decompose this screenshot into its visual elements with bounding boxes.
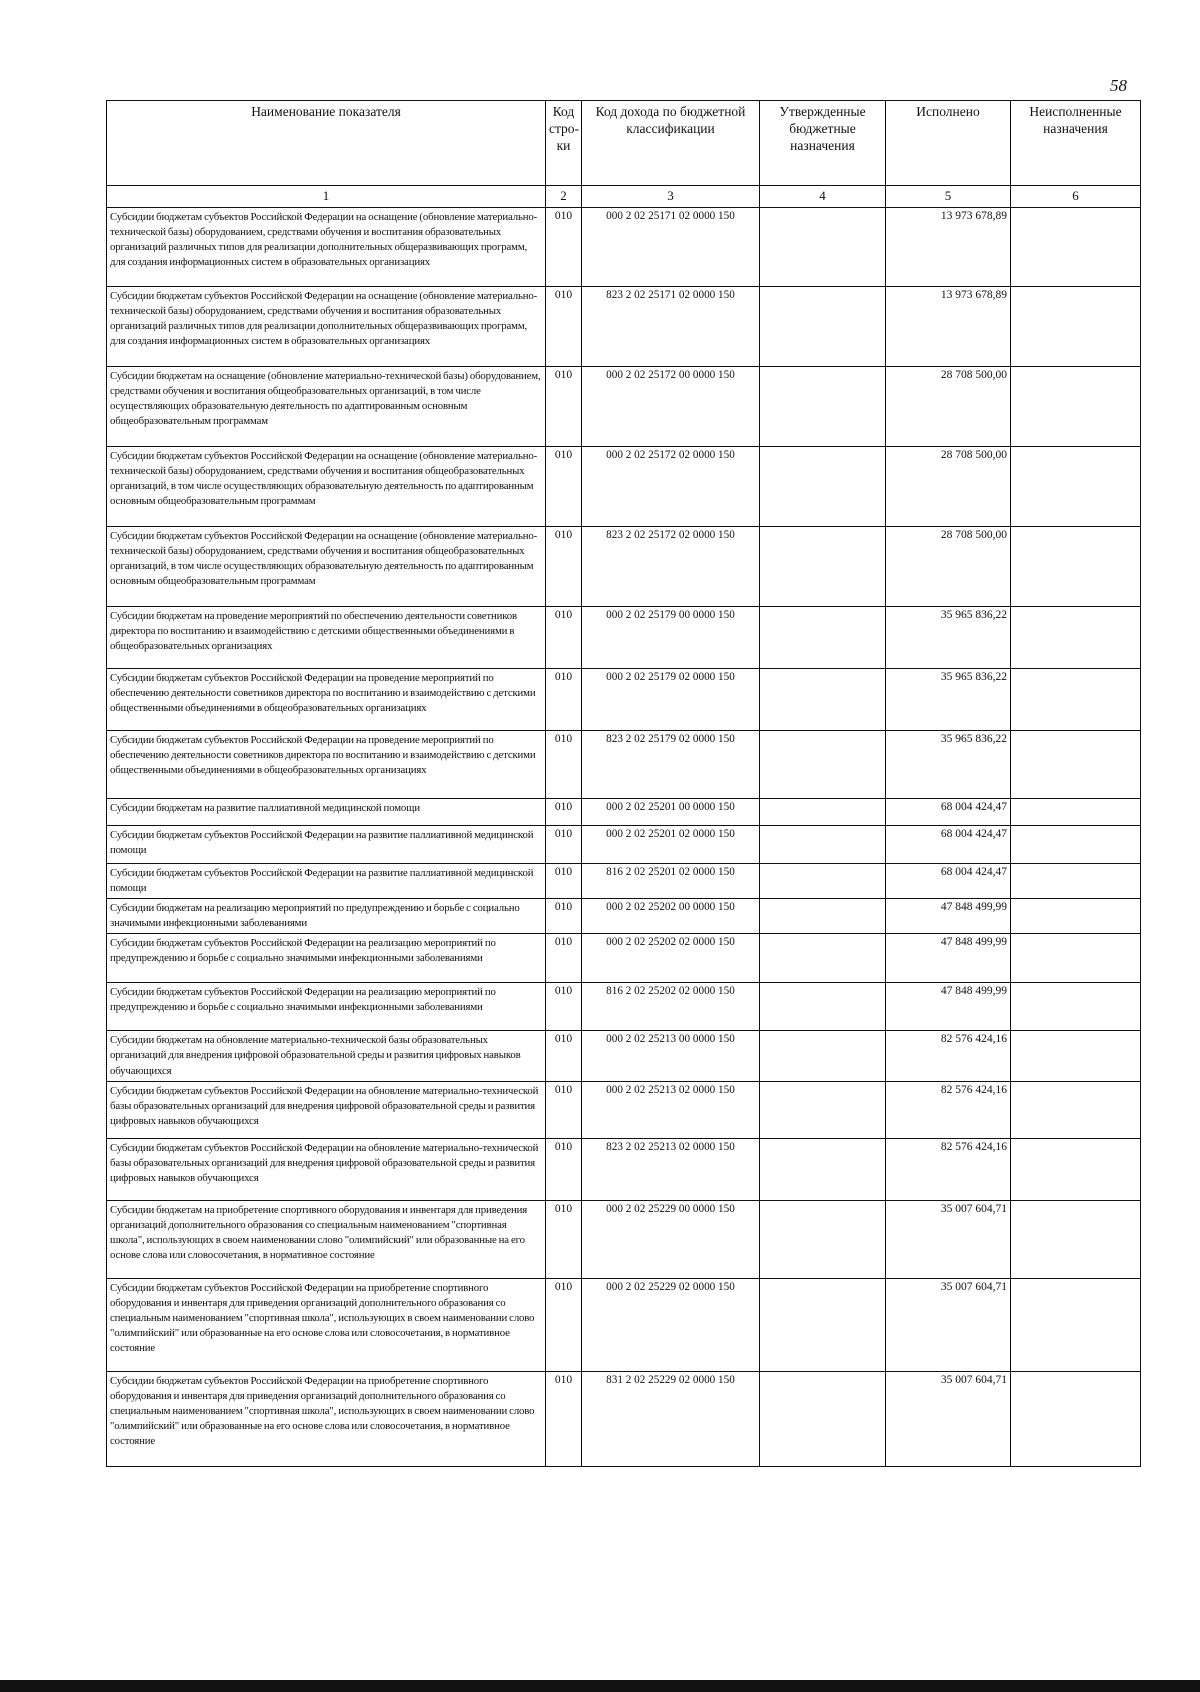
row-approved bbox=[760, 983, 886, 1031]
row-name: Субсидии бюджетам субъектов Российской Федерации на проведение мероприятий по обеспечению деятельности советников директора по воспитанию и взаимодействию с детскими общественными объединениями в общеобразовательных организациях bbox=[107, 731, 546, 799]
row-name: Субсидии бюджетам субъектов Российской Федерации на оснащение (обновление материально-технической базы) оборудованием, средствами обучения и воспитания общеобразовательных организаций, в том числе осуществляющих образовательную деятельность по адаптированным основным общеобразовательным программам bbox=[107, 527, 546, 607]
row-executed: 35 007 604,71 bbox=[886, 1278, 1011, 1371]
row-approved bbox=[760, 669, 886, 731]
row-income-code: 000 2 02 25172 02 0000 150 bbox=[582, 447, 760, 527]
row-approved bbox=[760, 1081, 886, 1138]
row-unexecuted bbox=[1011, 1371, 1141, 1466]
row-executed: 35 007 604,71 bbox=[886, 1371, 1011, 1466]
row-unexecuted bbox=[1011, 799, 1141, 826]
row-executed: 28 708 500,00 bbox=[886, 447, 1011, 527]
table-row bbox=[107, 1138, 1141, 1200]
scan-edge bbox=[0, 1680, 1200, 1692]
table-row bbox=[107, 799, 1141, 826]
page-number: 58 bbox=[1110, 76, 1127, 95]
row-income-code: 000 2 02 25172 00 0000 150 bbox=[582, 367, 760, 447]
row-name: Субсидии бюджетам субъектов Российской Федерации на реализацию мероприятий по предупреждению и борьбе с социально значимыми инфекционными заболеваниями bbox=[107, 983, 546, 1031]
table-row bbox=[107, 287, 1141, 367]
row-executed: 35 965 836,22 bbox=[886, 607, 1011, 669]
row-name: Субсидии бюджетам субъектов Российской Федерации на развитие паллиативной медицинской помощи bbox=[107, 864, 546, 899]
row-approved bbox=[760, 287, 886, 367]
row-approved bbox=[760, 208, 886, 287]
row-name: Субсидии бюджетам субъектов Российской Федерации на развитие паллиативной медицинской помощи bbox=[107, 826, 546, 864]
row-income-code: 816 2 02 25202 02 0000 150 bbox=[582, 983, 760, 1031]
row-approved bbox=[760, 527, 886, 607]
row-line-code: 010 bbox=[546, 1278, 582, 1371]
row-approved bbox=[760, 899, 886, 934]
row-income-code: 823 2 02 25179 02 0000 150 bbox=[582, 731, 760, 799]
row-line-code: 010 bbox=[546, 799, 582, 826]
row-name: Субсидии бюджетам субъектов Российской Федерации на оснащение (обновление материально-технической базы) оборудованием, средствами обучения и воспитания образовательных организаций различных типов для реализации дополнительных общеразвивающих программ, для создания информационных систем в образовательных организациях bbox=[107, 208, 546, 287]
table-row bbox=[107, 899, 1141, 934]
row-approved bbox=[760, 1138, 886, 1200]
row-unexecuted bbox=[1011, 367, 1141, 447]
row-income-code: 000 2 02 25179 00 0000 150 bbox=[582, 607, 760, 669]
header-executed: Исполнено bbox=[886, 101, 1011, 186]
table-row bbox=[107, 864, 1141, 899]
column-number-row bbox=[107, 186, 1141, 208]
row-executed: 68 004 424,47 bbox=[886, 864, 1011, 899]
column-number: 5 bbox=[886, 186, 1011, 208]
table-row bbox=[107, 208, 1141, 287]
table-row bbox=[107, 826, 1141, 864]
row-unexecuted bbox=[1011, 1138, 1141, 1200]
row-income-code: 000 2 02 25229 02 0000 150 bbox=[582, 1278, 760, 1371]
row-line-code: 010 bbox=[546, 864, 582, 899]
row-line-code: 010 bbox=[546, 208, 582, 287]
row-name: Субсидии бюджетам на приобретение спортивного оборудования и инвентаря для приведения организаций дополнительного образования со специальным наименованием "спортивная школа", использующих в своем наименовании слово "олимпийский" или образованные на его основе слова или словосочетания, в нормативное состояние bbox=[107, 1200, 546, 1278]
header-line-code: Код стро-ки bbox=[546, 101, 582, 186]
row-line-code: 010 bbox=[546, 1031, 582, 1081]
table-row bbox=[107, 527, 1141, 607]
row-income-code: 000 2 02 25202 02 0000 150 bbox=[582, 934, 760, 983]
row-name: Субсидии бюджетам субъектов Российской Федерации на обновление материально-технической базы образовательных организаций для внедрения цифровой образовательной среды и развития цифровых навыков обучающихся bbox=[107, 1081, 546, 1138]
row-income-code: 000 2 02 25229 00 0000 150 bbox=[582, 1200, 760, 1278]
table-row bbox=[107, 1031, 1141, 1081]
row-executed: 35 007 604,71 bbox=[886, 1200, 1011, 1278]
row-executed: 35 965 836,22 bbox=[886, 731, 1011, 799]
row-executed: 68 004 424,47 bbox=[886, 799, 1011, 826]
row-executed: 47 848 499,99 bbox=[886, 934, 1011, 983]
row-approved bbox=[760, 1200, 886, 1278]
row-line-code: 010 bbox=[546, 367, 582, 447]
row-executed: 28 708 500,00 bbox=[886, 367, 1011, 447]
row-income-code: 000 2 02 25179 02 0000 150 bbox=[582, 669, 760, 731]
row-approved bbox=[760, 731, 886, 799]
row-line-code: 010 bbox=[546, 287, 582, 367]
row-unexecuted bbox=[1011, 208, 1141, 287]
row-line-code: 010 bbox=[546, 1081, 582, 1138]
row-income-code: 823 2 02 25213 02 0000 150 bbox=[582, 1138, 760, 1200]
row-executed: 47 848 499,99 bbox=[886, 899, 1011, 934]
row-line-code: 010 bbox=[546, 447, 582, 527]
row-unexecuted bbox=[1011, 527, 1141, 607]
row-income-code: 000 2 02 25171 02 0000 150 bbox=[582, 208, 760, 287]
row-line-code: 010 bbox=[546, 983, 582, 1031]
row-executed: 82 576 424,16 bbox=[886, 1031, 1011, 1081]
row-income-code: 000 2 02 25213 00 0000 150 bbox=[582, 1031, 760, 1081]
row-name: Субсидии бюджетам субъектов Российской Федерации на приобретение спортивного оборудования и инвентаря для приведения организаций дополнительного образования со специальным наименованием "спортивная школа", использующих в своем наименовании слово "олимпийский" или образованные на его основе слова или словосочетания, в нормативное состояние bbox=[107, 1278, 546, 1371]
table-row bbox=[107, 367, 1141, 447]
row-income-code: 823 2 02 25171 02 0000 150 bbox=[582, 287, 760, 367]
header-name: Наименование показателя bbox=[107, 101, 546, 186]
row-unexecuted bbox=[1011, 1200, 1141, 1278]
row-name: Субсидии бюджетам субъектов Российской Федерации на приобретение спортивного оборудования и инвентаря для приведения организаций дополнительного образования со специальным наименованием "спортивная школа", использующих в своем наименовании слово "олимпийский" или образованные на его основе слова или словосочетания, в нормативное состояние bbox=[107, 1371, 546, 1466]
row-name: Субсидии бюджетам субъектов Российской Федерации на оснащение (обновление материально-технической базы) оборудованием, средствами обучения и воспитания общеобразовательных организаций, в том числе осуществляющих образовательную деятельность по адаптированным основным общеобразовательным программам bbox=[107, 447, 546, 527]
row-approved bbox=[760, 447, 886, 527]
row-name: Субсидии бюджетам субъектов Российской Федерации на проведение мероприятий по обеспечению деятельности советников директора по воспитанию и взаимодействию с детскими общественными объединениями в общеобразовательных организациях bbox=[107, 669, 546, 731]
row-approved bbox=[760, 826, 886, 864]
row-approved bbox=[760, 1031, 886, 1081]
row-approved bbox=[760, 864, 886, 899]
row-line-code: 010 bbox=[546, 1371, 582, 1466]
table-row bbox=[107, 669, 1141, 731]
row-executed: 82 576 424,16 bbox=[886, 1081, 1011, 1138]
row-name: Субсидии бюджетам субъектов Российской Федерации на оснащение (обновление материально-технической базы) оборудованием, средствами обучения и воспитания образовательных организаций различных типов для реализации дополнительных общеразвивающих программ, для создания информационных систем в образовательных организациях bbox=[107, 287, 546, 367]
row-line-code: 010 bbox=[546, 731, 582, 799]
row-income-code: 000 2 02 25201 00 0000 150 bbox=[582, 799, 760, 826]
row-approved bbox=[760, 799, 886, 826]
row-unexecuted bbox=[1011, 607, 1141, 669]
row-unexecuted bbox=[1011, 864, 1141, 899]
column-number: 1 bbox=[107, 186, 546, 208]
row-executed: 28 708 500,00 bbox=[886, 527, 1011, 607]
row-name: Субсидии бюджетам субъектов Российской Федерации на обновление материально-технической базы образовательных организаций для внедрения цифровой образовательной среды и развития цифровых навыков обучающихся bbox=[107, 1138, 546, 1200]
row-unexecuted bbox=[1011, 1031, 1141, 1081]
row-unexecuted bbox=[1011, 934, 1141, 983]
row-name: Субсидии бюджетам на оснащение (обновление материально-технической базы) оборудованием, средствами обучения и воспитания общеобразовательных организаций, в том числе осуществляющих образовательную деятельность по адаптированным основным общеобразовательным программам bbox=[107, 367, 546, 447]
row-unexecuted bbox=[1011, 669, 1141, 731]
row-name: Субсидии бюджетам на проведение мероприятий по обеспечению деятельности советников директора по воспитанию и взаимодействию с детскими общественными объединениями в общеобразовательных организациях bbox=[107, 607, 546, 669]
row-unexecuted bbox=[1011, 447, 1141, 527]
column-number: 2 bbox=[546, 186, 582, 208]
row-income-code: 000 2 02 25202 00 0000 150 bbox=[582, 899, 760, 934]
table-body bbox=[107, 208, 1141, 1467]
row-executed: 82 576 424,16 bbox=[886, 1138, 1011, 1200]
row-income-code: 000 2 02 25201 02 0000 150 bbox=[582, 826, 760, 864]
row-income-code: 816 2 02 25201 02 0000 150 bbox=[582, 864, 760, 899]
row-unexecuted bbox=[1011, 1278, 1141, 1371]
budget-execution-table bbox=[106, 100, 1141, 1467]
header-approved: Утвержденные бюджетные назначения bbox=[760, 101, 886, 186]
row-unexecuted bbox=[1011, 826, 1141, 864]
row-line-code: 010 bbox=[546, 899, 582, 934]
row-executed: 35 965 836,22 bbox=[886, 669, 1011, 731]
row-executed: 13 973 678,89 bbox=[886, 287, 1011, 367]
table-row bbox=[107, 1200, 1141, 1278]
row-unexecuted bbox=[1011, 983, 1141, 1031]
column-number: 4 bbox=[760, 186, 886, 208]
row-name: Субсидии бюджетам на реализацию мероприятий по предупреждению и борьбе с социально значимыми инфекционными заболеваниями bbox=[107, 899, 546, 934]
row-name: Субсидии бюджетам на обновление материально-технической базы образовательных организаций для внедрения цифровой образовательной среды и развития цифровых навыков обучающихся bbox=[107, 1031, 546, 1081]
column-number: 6 bbox=[1011, 186, 1141, 208]
row-approved bbox=[760, 1371, 886, 1466]
row-line-code: 010 bbox=[546, 826, 582, 864]
row-approved bbox=[760, 1278, 886, 1371]
row-executed: 47 848 499,99 bbox=[886, 983, 1011, 1031]
row-executed: 68 004 424,47 bbox=[886, 826, 1011, 864]
header-unexecuted: Неисполненные назначения bbox=[1011, 101, 1141, 186]
row-line-code: 010 bbox=[546, 669, 582, 731]
row-unexecuted bbox=[1011, 1081, 1141, 1138]
table-row bbox=[107, 1371, 1141, 1466]
row-unexecuted bbox=[1011, 731, 1141, 799]
header-row bbox=[107, 101, 1141, 186]
column-number: 3 bbox=[582, 186, 760, 208]
table-row bbox=[107, 731, 1141, 799]
row-approved bbox=[760, 934, 886, 983]
row-income-code: 000 2 02 25213 02 0000 150 bbox=[582, 1081, 760, 1138]
row-name: Субсидии бюджетам субъектов Российской Федерации на реализацию мероприятий по предупреждению и борьбе с социально значимыми инфекционными заболеваниями bbox=[107, 934, 546, 983]
row-approved bbox=[760, 607, 886, 669]
table-row bbox=[107, 983, 1141, 1031]
row-unexecuted bbox=[1011, 287, 1141, 367]
row-line-code: 010 bbox=[546, 607, 582, 669]
row-line-code: 010 bbox=[546, 1138, 582, 1200]
header-income-code: Код дохода по бюджетной классификации bbox=[582, 101, 760, 186]
row-line-code: 010 bbox=[546, 934, 582, 983]
row-line-code: 010 bbox=[546, 527, 582, 607]
row-approved bbox=[760, 367, 886, 447]
table-row bbox=[107, 447, 1141, 527]
row-executed: 13 973 678,89 bbox=[886, 208, 1011, 287]
table-row bbox=[107, 1278, 1141, 1371]
row-name: Субсидии бюджетам на развитие паллиативной медицинской помощи bbox=[107, 799, 546, 826]
row-unexecuted bbox=[1011, 899, 1141, 934]
table-row bbox=[107, 607, 1141, 669]
row-income-code: 831 2 02 25229 02 0000 150 bbox=[582, 1371, 760, 1466]
table-row bbox=[107, 934, 1141, 983]
row-income-code: 823 2 02 25172 02 0000 150 bbox=[582, 527, 760, 607]
row-line-code: 010 bbox=[546, 1200, 582, 1278]
table-row bbox=[107, 1081, 1141, 1138]
